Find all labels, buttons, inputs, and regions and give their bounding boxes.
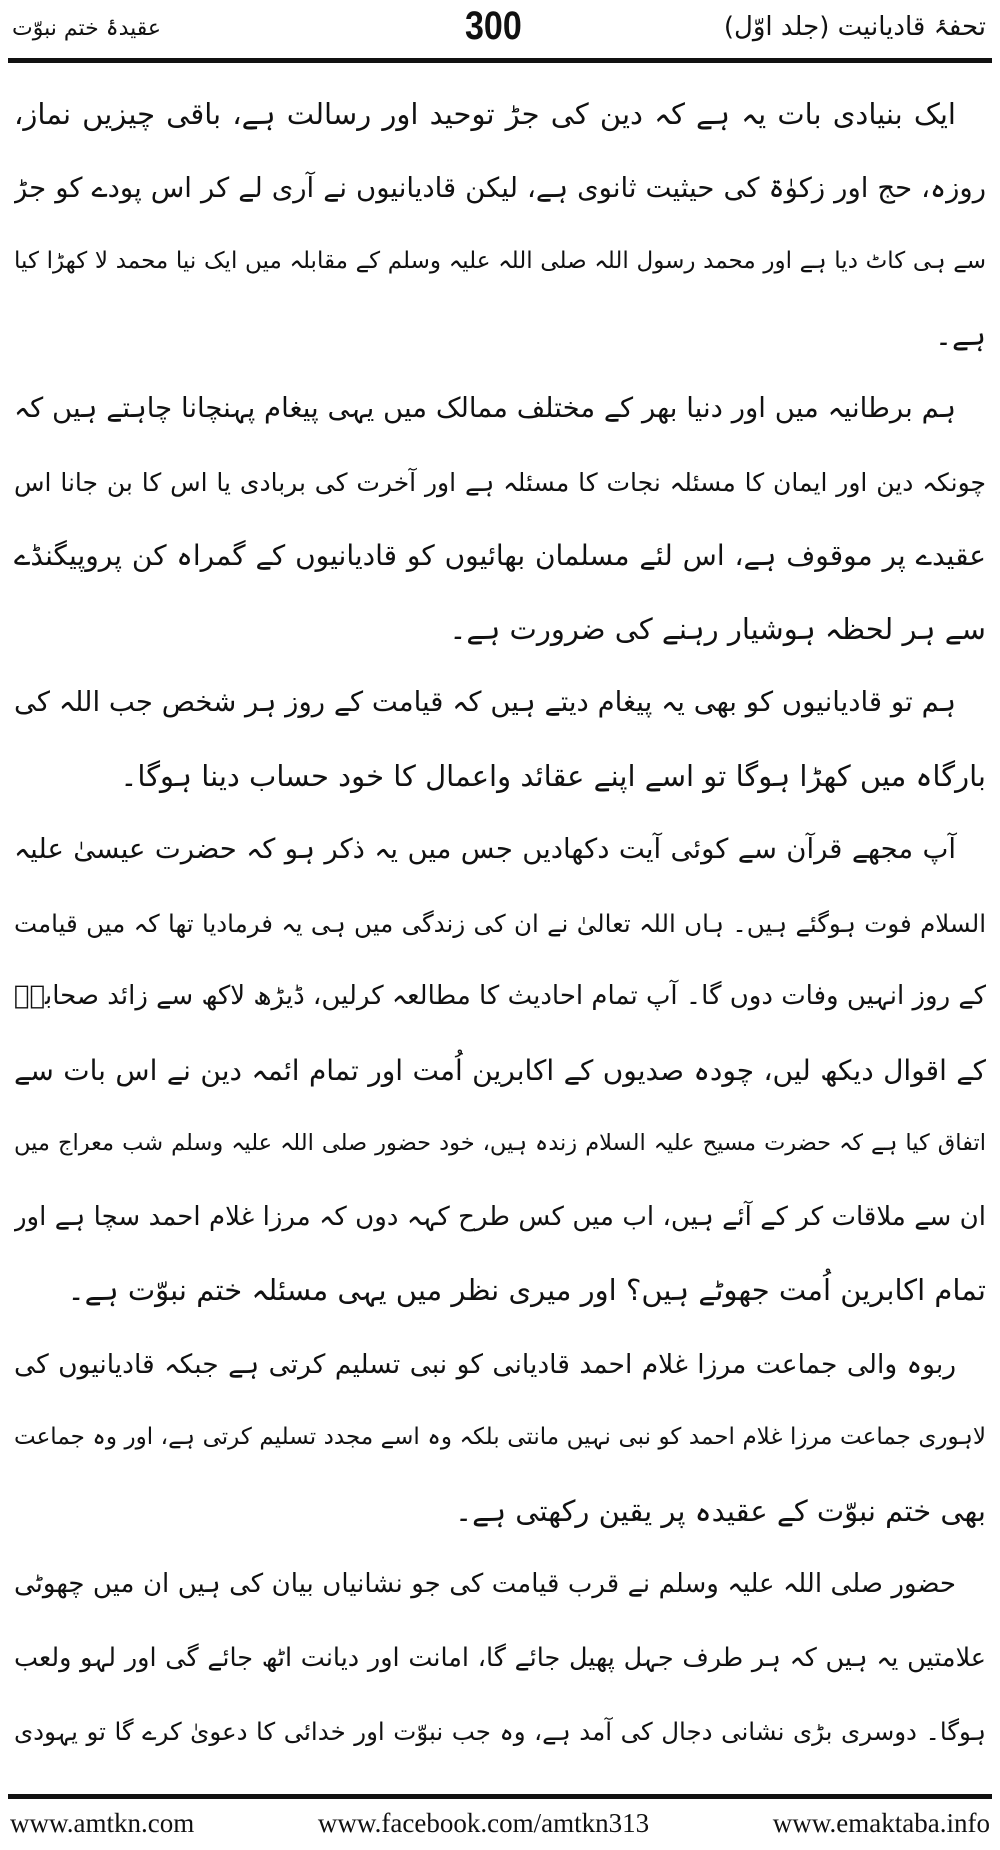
text-line: روزہ، حج اور زکوٰۃ کی حیثیت ثانوی ہے، لیکن قادیانیوں نے آری لے کر اس پودے کو جڑ: [14, 171, 986, 204]
text-line: ہے۔: [935, 317, 986, 352]
text-line: سے ہر لحظہ ہوشیار رہنے کی ضرورت ہے۔: [449, 611, 986, 646]
text-line: ان سے ملاقات کر کے آئے ہیں، اب میں کس طرح کہہ دوں کہ مرزا غلام احمد سچا ہے اور: [14, 1201, 986, 1232]
text-line: علامتیں یہ ہیں کہ ہر طرف جہل پھیل جائے گا، امانت اور دیانت اٹھ جائے گی اور لہو ولعب: [14, 1642, 986, 1673]
page-number: 300: [465, 4, 522, 48]
page-body: [14, 78, 986, 1769]
text-line: حضور صلی اللہ علیہ وسلم نے قرب قیامت کی جو نشانیاں بیان کی ہیں ان میں چھوٹی: [14, 1569, 956, 1599]
page-footer: [10, 1808, 990, 1839]
page-header: [0, 0, 1000, 60]
text-line: ہم تو قادیانیوں کو بھی یہ پیغام دیتے ہیں کہ قیامت کے روز ہر شخص جب اللہ کی: [14, 686, 956, 718]
text-line: آپ مجھے قرآن سے کوئی آیت دکھادیں جس میں یہ ذکر ہو کہ حضرت عیسیٰ علیہ: [14, 833, 956, 865]
text-line: عقیدے پر موقوف ہے، اس لئے مسلمان بھائیوں کو قادیانیوں کے گمراہ کن پروپیگنڈے: [14, 539, 986, 572]
chapter-topic: عقیدۂ ختم نبوّت: [12, 16, 162, 41]
text-line: ربوہ والی جماعت مرزا غلام احمد قادیانی کو نبی تسلیم کرتی ہے جبکہ قادیانیوں کی: [14, 1348, 956, 1380]
footer-link-emaktaba[interactable]: www.emaktaba.info: [772, 1808, 990, 1838]
footer-rule: [8, 1794, 992, 1799]
text-line: ہم برطانیہ میں اور دنیا بھر کے مختلف ممالک میں یہی پیغام پہنچانا چاہتے ہیں کہ: [14, 392, 956, 424]
text-line: چونکہ دین اور ایمان کا مسئلہ نجات کا مسئلہ ہے اور آخرت کی بربادی یا اس کا بن جانا اس: [14, 467, 986, 497]
header-rule: [8, 58, 992, 63]
footer-link-amtkn[interactable]: www.amtkn.com: [10, 1808, 195, 1838]
text-line: سے ہی کاٹ دیا ہے اور محمد رسول اللہ صلی اللہ علیہ وسلم کے مقابلہ میں ایک نیا محمد لا کھڑا کیا: [14, 248, 986, 274]
text-line: تمام اکابرین اُمت جھوٹے ہیں؟ اور میری نظر میں یہی مسئلہ ختم نبوّت ہے۔: [67, 1273, 986, 1307]
text-line: ہوگا۔ دوسری بڑی نشانی دجال کی آمد ہے، وہ جب نبوّت اور خدائی کا دعویٰ کرے گا تو یہودی: [14, 1717, 986, 1746]
text-line: اتفاق کیا ہے کہ حضرت مسیح علیہ السلام زندہ ہیں، خود حضور صلی اللہ علیہ وسلم شب معراج میں: [14, 1130, 986, 1156]
text-line: بھی ختم نبوّت کے عقیدہ پر یقین رکھتی ہے۔: [455, 1493, 986, 1528]
text-line: بارگاہ میں کھڑا ہوگا تو اسے اپنے عقائد واعمال کا خود حساب دینا ہوگا۔: [120, 758, 986, 793]
text-line: لاہوری جماعت مرزا غلام احمد کو نبی نہیں مانتی بلکہ وہ اسے مجدد تسلیم کرتی ہے، اور وہ جماعت: [14, 1424, 986, 1450]
text-line: السلام فوت ہوگئے ہیں۔ ہاں اللہ تعالیٰ نے ان کی زندگی میں ہی یہ فرمادیا تھا کہ میں قیامت: [14, 908, 986, 938]
text-line: ایک بنیادی بات یہ ہے کہ دین کی جڑ توحید اور رسالت ہے، باقی چیزیں نماز،: [14, 97, 956, 131]
footer-link-facebook[interactable]: www.facebook.com/amtkn313: [317, 1808, 650, 1838]
book-title: تحفۂ قادیانیت (جلد اوّل): [723, 12, 986, 42]
text-line: کے روز انہیں وفات دوں گا۔ آپ تمام احادیث کا مطالعہ کرلیں، ڈیڑھ لاکھ سے زائد صحابہؓ: [14, 981, 986, 1011]
text-line: کے اقوال دیکھ لیں، چودہ صدیوں کے اکابرین اُمت اور تمام ائمہ دین نے اس بات سے: [14, 1053, 986, 1087]
